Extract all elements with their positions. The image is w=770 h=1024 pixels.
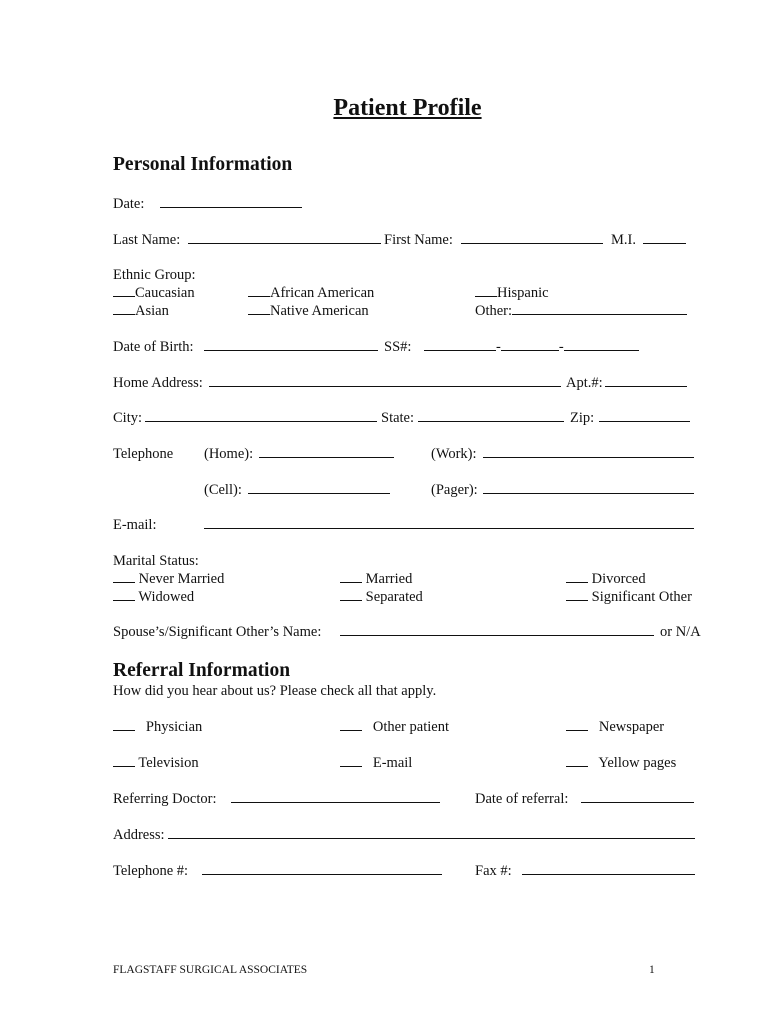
referring-doctor-input-line[interactable] [231,801,440,803]
dob-label: Date of Birth: [113,339,194,355]
mi-label: M.I. [611,232,636,248]
page-number: 1 [649,964,655,976]
checkbox-line[interactable] [566,765,588,767]
marital-option-significant-other[interactable]: Significant Other [566,590,692,605]
zip-input-line[interactable] [599,420,690,422]
marital-option-separated[interactable]: Separated [340,590,423,605]
telephone-label: Telephone [113,446,174,462]
checkbox-line[interactable] [248,295,270,297]
ethnic-option-hispanic[interactable]: Hispanic [475,286,549,301]
spouse-name-input-line[interactable] [340,634,654,636]
personal-info-heading: Personal Information [113,154,293,175]
first-name-input-line[interactable] [461,242,603,244]
checkbox-line[interactable] [340,599,362,601]
page-title: Patient Profile [333,95,482,121]
pager-input-line[interactable] [483,492,694,494]
checkbox-line[interactable] [113,599,135,601]
referral-subtitle: How did you hear about us? Please check all that apply. [113,683,437,699]
fax-input-line[interactable] [522,873,695,875]
work-phone-label: (Work): [431,446,477,462]
email-label: E-mail: [113,517,157,533]
cell-phone-input-line[interactable] [248,492,390,494]
marital-option-married[interactable]: Married [340,572,412,587]
referral-option-email[interactable]: E-mail [340,756,412,771]
checkbox-line[interactable] [113,581,135,583]
home-address-label: Home Address: [113,375,203,391]
ss-input[interactable]: - - [424,340,639,355]
home-phone-label: (Home): [204,446,254,462]
pager-label: (Pager): [431,482,478,498]
date-input-line[interactable] [160,206,302,208]
referral-option-newspaper[interactable]: Newspaper [566,720,664,735]
home-address-input-line[interactable] [209,385,561,387]
checkbox-line[interactable] [566,581,588,583]
referral-option-yellow-pages[interactable]: Yellow pages [566,756,676,771]
state-label: State: [381,410,415,426]
ss-label: SS#: [384,339,412,355]
referral-option-television[interactable]: Television [113,756,199,771]
last-name-input-line[interactable] [188,242,381,244]
state-input-line[interactable] [418,420,564,422]
dob-input-line[interactable] [204,349,378,351]
checkbox-line[interactable] [113,313,135,315]
referral-telephone-label: Telephone #: [113,863,189,879]
marital-option-widowed[interactable]: Widowed [113,590,194,605]
first-name-label: First Name: [384,232,453,248]
spouse-name-label: Spouse’s/Significant Other’s Name: [113,624,322,640]
date-of-referral-label: Date of referral: [475,791,569,807]
zip-label: Zip: [570,410,595,426]
ethnic-option-native-american[interactable]: Native American [248,304,369,319]
ethnic-option-asian[interactable]: Asian [113,304,169,319]
footer-org: FLAGSTAFF SURGICAL ASSOCIATES [113,964,308,976]
checkbox-line[interactable] [248,313,270,315]
date-field [113,197,144,212]
referral-telephone-input-line[interactable] [202,873,442,875]
ethnic-option-caucasian[interactable]: Caucasian [113,286,195,301]
ethnic-other-input-line[interactable] [512,313,687,315]
work-phone-input-line[interactable] [483,456,694,458]
mi-input-line[interactable] [643,242,686,244]
email-input-line[interactable] [204,527,694,529]
referral-address-label: Address: [113,827,165,843]
referring-doctor-label: Referring Doctor: [113,791,217,807]
na-label: or N/A [660,624,701,640]
marital-option-divorced[interactable]: Divorced [566,572,646,587]
checkbox-line[interactable] [340,729,362,731]
home-phone-input-line[interactable] [259,456,394,458]
cell-phone-label: (Cell): [204,482,242,498]
city-label: City: [113,410,143,426]
referral-option-physician[interactable]: Physician [113,720,202,735]
checkbox-line[interactable] [340,765,362,767]
checkbox-line[interactable] [475,295,497,297]
checkbox-line[interactable] [113,765,135,767]
checkbox-line[interactable] [566,729,588,731]
referral-info-heading: Referral Information [113,660,291,681]
checkbox-line[interactable] [340,581,362,583]
date-label: Date: [113,196,145,212]
ethnic-other[interactable]: Other: [475,304,687,319]
checkbox-line[interactable] [566,599,588,601]
referral-option-other-patient[interactable]: Other patient [340,720,449,735]
last-name-label: Last Name: [113,232,181,248]
referral-address-input-line[interactable] [168,837,695,839]
ethnic-option-african-american[interactable]: African American [248,286,374,301]
date-of-referral-input-line[interactable] [581,801,694,803]
city-input-line[interactable] [145,420,377,422]
apt-label: Apt.#: [566,375,603,391]
marital-option-never-married[interactable]: Never Married [113,572,224,587]
ethnic-group-label: Ethnic Group: [113,267,196,283]
apt-input-line[interactable] [605,385,687,387]
marital-status-label: Marital Status: [113,553,199,569]
fax-label: Fax #: [475,863,512,879]
checkbox-line[interactable] [113,729,135,731]
checkbox-line[interactable] [113,295,135,297]
